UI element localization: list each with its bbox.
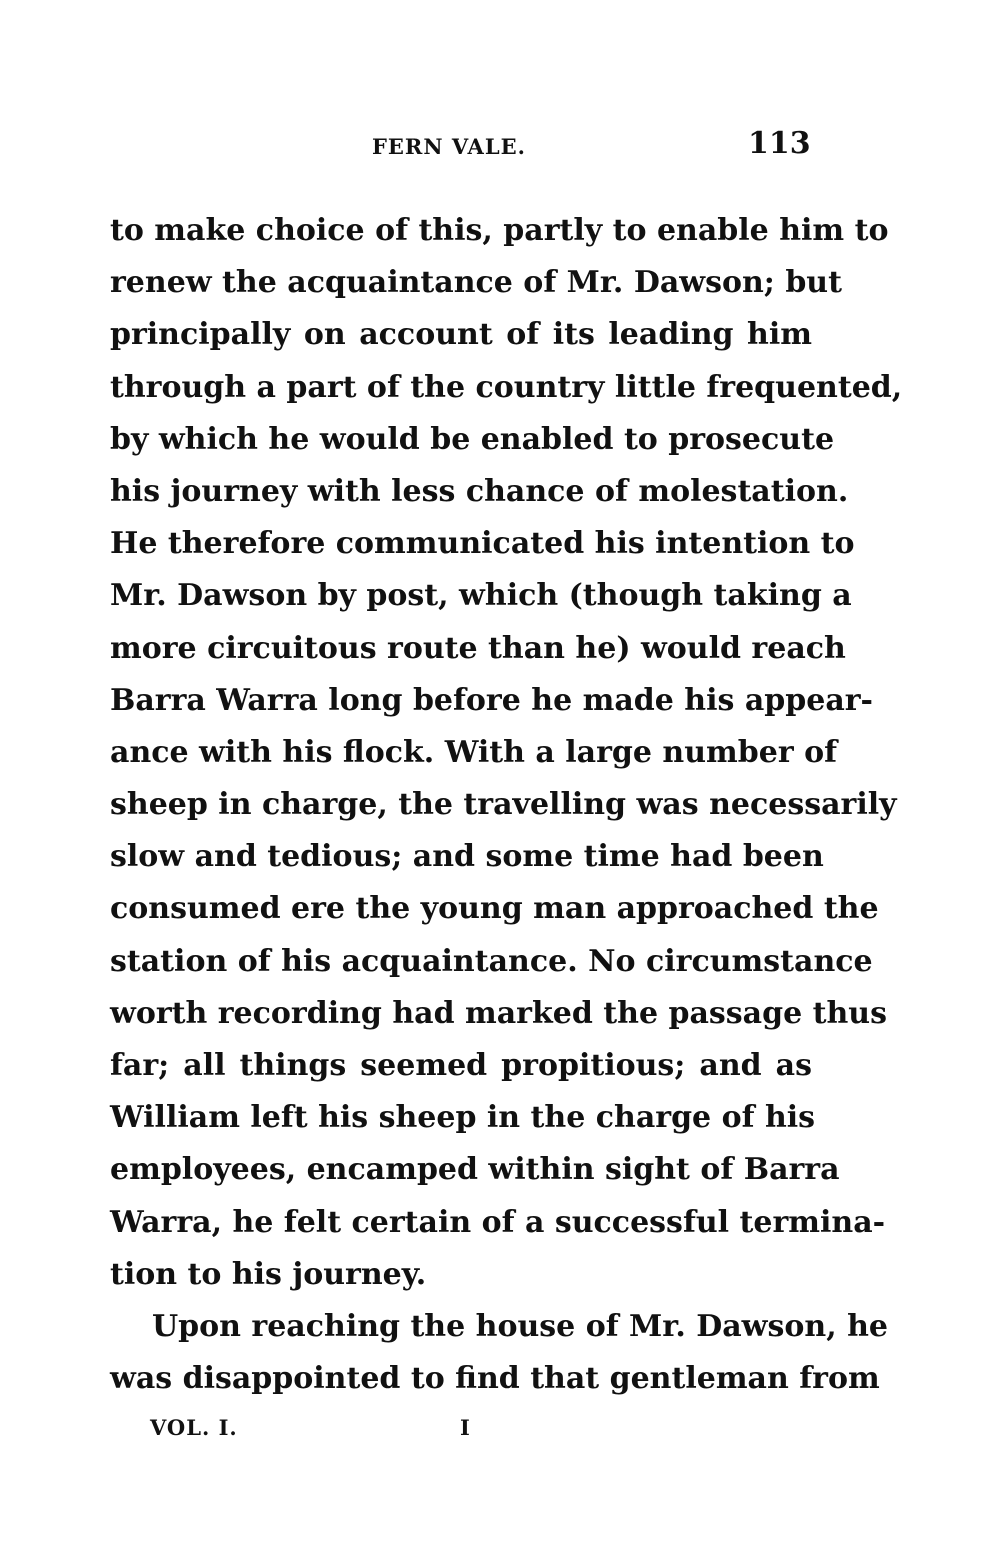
text-line: his journey with less chance of molestation. <box>110 473 849 509</box>
text-line: was disappointed to find that gentleman from <box>110 1361 880 1397</box>
text-line: by which he would be enabled to prosecute <box>110 421 835 457</box>
text-line: sheep in charge, the travelling was necessarily <box>110 787 897 823</box>
text-line: Upon reaching the house of Mr. Dawson, he <box>152 1308 888 1344</box>
text-line: William left his sheep in the charge of his <box>110 1100 816 1136</box>
text-line: slow and tedious; and some time had been <box>110 839 824 875</box>
text-line: Mr. Dawson by post, which (though taking a <box>110 578 852 614</box>
running-head <box>0 126 1000 166</box>
text-line: far; all things seemed propitious; and as <box>110 1048 812 1083</box>
running-title: FERN VALE. <box>372 134 526 159</box>
text-line: tion to his journey. <box>110 1256 427 1292</box>
text-line: worth recording had marked the passage thus <box>110 995 887 1031</box>
text-line: more circuitous route than he) would reach <box>110 630 846 666</box>
body-text <box>110 205 903 1405</box>
page-number: 113 <box>748 126 811 161</box>
text-line: consumed ere the young man approached the <box>110 891 879 927</box>
page-footer <box>0 1415 1000 1455</box>
text-line: ance with his flock. With a large number of <box>110 734 837 770</box>
text-line: Barra Warra long before he made his appear- <box>110 682 874 718</box>
signature-mark: I <box>460 1415 470 1440</box>
text-line: to make choice of this, partly to enable him to <box>110 213 889 248</box>
text-line: principally on account of its leading him <box>110 317 812 353</box>
text-line: through a part of the country little frequented, <box>110 369 903 405</box>
text-line: He therefore communicated his intention to <box>110 526 855 562</box>
text-line: station of his acquaintance. No circumstance <box>110 943 873 979</box>
text-line: renew the acquaintance of Mr. Dawson; but <box>110 265 842 301</box>
volume-mark: VOL. I. <box>150 1415 238 1440</box>
text-line: employees, encamped within sight of Barra <box>110 1152 840 1188</box>
text-line: Warra, he felt certain of a successful termina- <box>110 1204 886 1240</box>
